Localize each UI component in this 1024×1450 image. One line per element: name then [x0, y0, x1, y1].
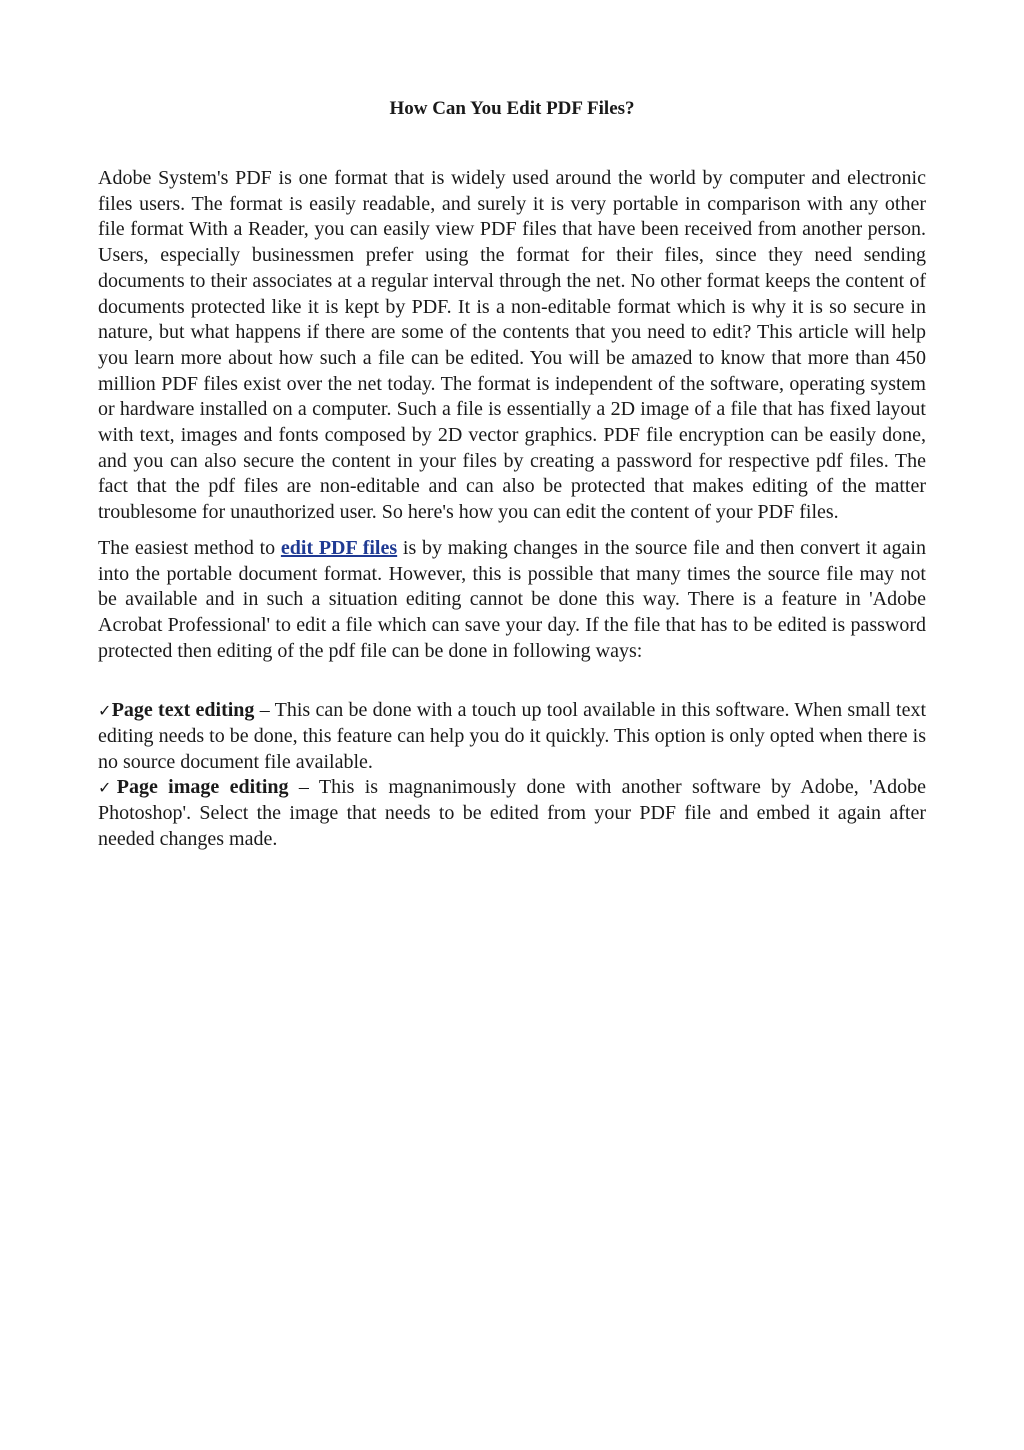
- editing-methods-list: [98, 698, 926, 852]
- list-item-term: Page image editing: [116, 776, 289, 799]
- list-item-text: – This is magnanimously done with another software by Adobe, 'Adobe Photoshop'. Select the image that needs to be edited from your PDF file and embed it again after needed changes made.: [98, 776, 927, 850]
- paragraph-method: [98, 536, 926, 665]
- checkmark-icon: ✓: [98, 701, 112, 721]
- list-item: [98, 775, 926, 852]
- paragraph-intro: Adobe System's PDF is one format that is widely used around the world by computer and electronic files users. The format is easily readable, and surely it is very portable in comparison with any other file format With a Reader, you can easily view PDF files that have been received from another person. Users, especially businessmen prefer using the format for their files, since they need sending documents to their associates at a regular interval through the net. No other format keeps the content of documents protected like it is kept by PDF. It is a non-editable format which is why it is so secure in nature, but what happens if there are some of the contents that you need to edit? This article will help you learn more about how such a file can be edited. You will be amazed to know that more than 450 million PDF files exist over the net today. The format is independent of the software, operating system or hardware installed on a computer. Such a file is essentially a 2D image of a file that has fixed layout with text, images and fonts composed by 2D vector graphics. PDF file encryption can be easily done, and you can also secure the content in your files by creating a password for respective pdf files. The fact that the pdf files are non-editable and can also be protected that makes editing of the matter troublesome for unauthorized user. So here's how you can edit the content of your PDF files.: [98, 167, 926, 524]
- list-item-text: – This can be done with a touch up tool available in this software. When small text editing needs to be done, this feature can help you do it quickly. This option is only opted when there is no source document file available.: [98, 699, 927, 773]
- document-title: How Can You Edit PDF Files?: [389, 98, 635, 119]
- checkmark-icon: ✓: [98, 778, 117, 798]
- document-page: [98, 96, 926, 853]
- edit-pdf-files-link[interactable]: edit PDF files: [280, 536, 398, 559]
- paragraph-method-rest: is by making changes in the source file and then convert it again into the portable document format. However, this is possible that many times the source file may not be available and in such a situation editing cannot be done this way. There is a feature in 'Adobe Acrobat Professional' to edit a file which can save your day. If the file that has to be edited is password protected then editing of the pdf file can be done in following ways:: [98, 536, 926, 662]
- paragraph-method-lead: The easiest method to: [98, 536, 281, 559]
- list-item: [98, 698, 926, 775]
- list-item-term: Page text editing: [111, 699, 255, 722]
